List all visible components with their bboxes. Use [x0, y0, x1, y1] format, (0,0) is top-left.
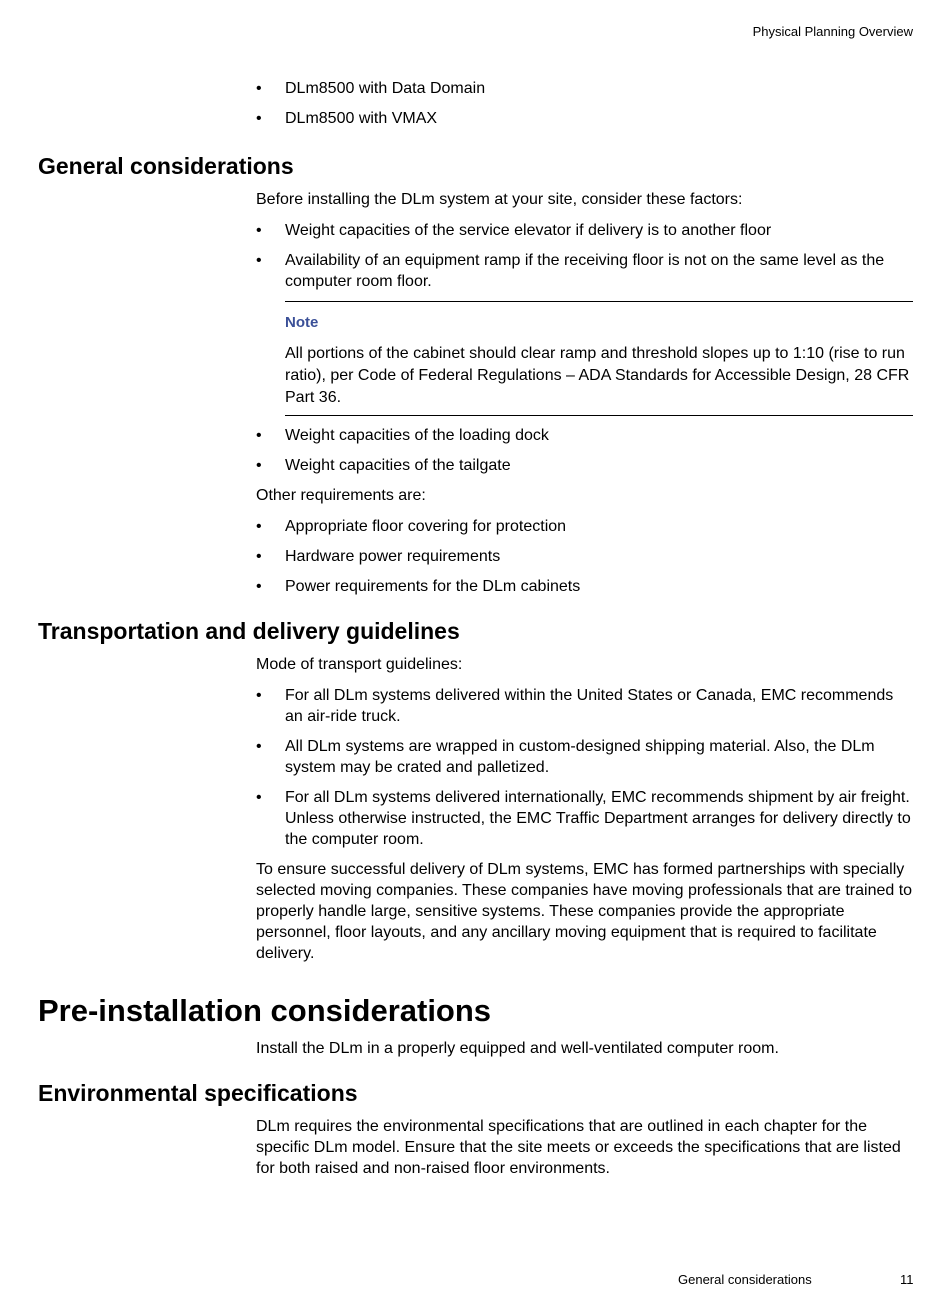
general-block — [256, 189, 913, 597]
factors-list — [256, 220, 913, 292]
transport-block — [256, 654, 913, 964]
page-content — [38, 78, 913, 1189]
other-requirements-list — [256, 516, 913, 597]
list-item: • For all DLm systems delivered internationally, EMC recommends shipment by air freight. Unless otherwise instructed, the EMC Traffic Department arranges for delivery directly to the computer room. — [256, 787, 913, 850]
model-list — [256, 78, 913, 129]
running-header: Physical Planning Overview — [752, 24, 913, 39]
preinstall-block — [256, 1038, 913, 1059]
chapter-heading-preinstall: Pre-installation considerations — [38, 993, 492, 1028]
intro-block — [256, 78, 913, 129]
note-text: All portions of the cabinet should clear ramp and threshold slopes up to 1:10 (rise to run ratio), per Code of Federal Regulations – ADA Standards for Accessible Design, 28 CFR Part 36. — [285, 345, 910, 406]
factors-list-continued — [256, 425, 913, 476]
general-intro: Before installing the DLm system at your site, consider these factors: — [256, 191, 743, 208]
environment-text: DLm requires the environmental specifications that are outlined in each chapter for the specific DLm model. Ensure that the site meets or exceeds the specifications that are listed for both raised and non-raised floor environments. — [256, 1118, 901, 1177]
list-item: • For all DLm systems delivered within the United States or Canada, EMC recommends an air-ride truck. — [256, 685, 913, 727]
note-box — [285, 301, 913, 416]
environment-block — [256, 1116, 913, 1179]
page-number: 11 — [900, 1272, 914, 1287]
section-heading-general: General considerations — [38, 153, 294, 179]
note-label: Note — [285, 314, 319, 331]
list-item: • Weight capacities of the tailgate — [256, 455, 913, 476]
list-item: • Appropriate floor covering for protection — [256, 516, 913, 537]
list-item: • Power requirements for the DLm cabinets — [256, 576, 913, 597]
section-heading-environment: Environmental specifications — [38, 1080, 358, 1106]
list-item: • All DLm systems are wrapped in custom-designed shipping material. Also, the DLm system may be crated and palletized. — [256, 736, 913, 778]
list-item: • Weight capacities of the service elevator if delivery is to another floor — [256, 220, 913, 241]
list-item: • DLm8500 with VMAX — [256, 108, 913, 129]
transport-closing: To ensure successful delivery of DLm systems, EMC has formed partnerships with specially selected moving companies. These companies have moving professionals that are trained to properly handle large, sensitive systems. These companies provide the appropriate personnel, floor layouts, and any ancillary moving equipment that is required to facilitate delivery. — [256, 861, 913, 962]
list-item: • DLm8500 with Data Domain — [256, 78, 913, 99]
transport-intro: Mode of transport guidelines: — [256, 656, 463, 673]
preinstall-intro: Install the DLm in a properly equipped and well-ventilated computer room. — [256, 1040, 779, 1057]
other-requirements-intro: Other requirements are: — [256, 487, 426, 504]
list-item: • Weight capacities of the loading dock — [256, 425, 913, 446]
footer-title: General considerations — [678, 1272, 812, 1287]
transport-list — [256, 685, 913, 850]
section-heading-transport: Transportation and delivery guidelines — [38, 618, 460, 644]
list-item: • Hardware power requirements — [256, 546, 913, 567]
list-item: • Availability of an equipment ramp if the receiving floor is not on the same level as the computer room floor. — [256, 250, 913, 292]
